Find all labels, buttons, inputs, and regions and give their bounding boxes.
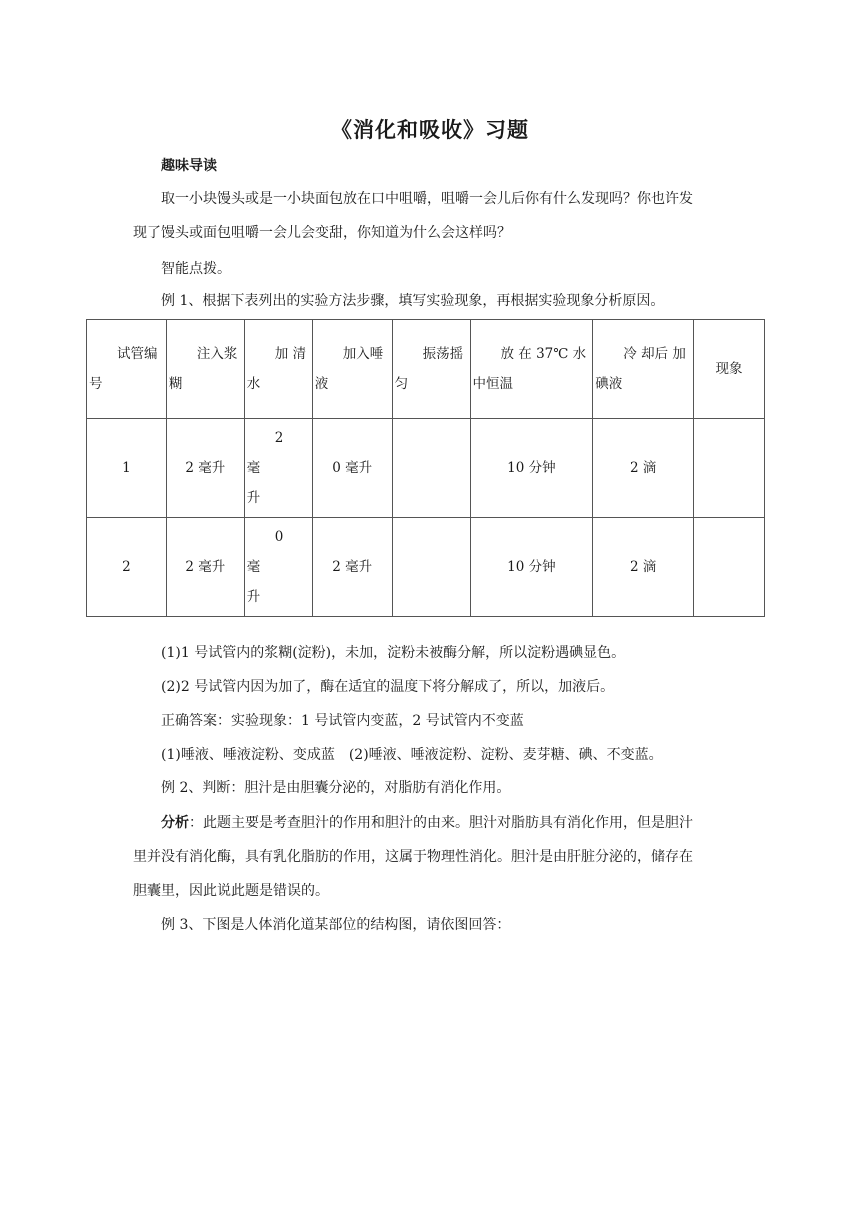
table-header-row [87,320,765,419]
table-row [87,419,765,518]
cell-water: 0 毫 升 [244,518,312,617]
analysis-label: 分析 [161,815,189,831]
intro-line-2: 现了馒头或面包咀嚼一会儿会变甜，你知道为什么会这样吗？ [133,225,511,241]
header-cell-water: 加 清 水 [244,320,312,419]
answer-line: 正确答案：实验现象：1 号试管内变蓝，2 号试管内不变蓝 [161,713,524,729]
cell-tube: 1 [87,419,167,518]
cell-result [694,518,765,617]
analysis-2-line-2: 里并没有消化酶，具有乳化脂肪的作用，这属于物理性消化。胆汁是由肝脏分泌的，储存在 [133,849,693,865]
cell-iodine: 2 滴 [593,419,694,518]
example-1-prompt: 例 1、根据下表列出的实验方法步骤，填写实验现象，再根据实验现象分析原因。 [161,293,665,309]
cell-saliva: 2 毫升 [312,518,392,617]
cell-saliva: 0 毫升 [312,419,392,518]
experiment-table [86,319,765,617]
header-cell-paste: 注入浆 糊 [166,320,244,419]
header-cell-tube: 试管编 号 [87,320,167,419]
header-cell-result: 现象 [694,320,765,419]
analysis-2-line-3: 胆囊里，因此说此题是错误的。 [133,883,329,899]
header-cell-saliva: 加入唾 液 [312,320,392,419]
example-3-prompt: 例 3、下图是人体消化道某部位的结构图，请依图回答： [161,917,511,933]
cell-water: 2 毫 升 [244,419,312,518]
analysis-1-q1: (1)1 号试管内的浆糊(淀粉)，未加，淀粉未被酶分解，所以淀粉遇碘显色。 [161,645,626,661]
cell-iodine: 2 滴 [593,518,694,617]
cell-paste: 2 毫升 [166,518,244,617]
cell-time: 10 分钟 [470,518,593,617]
header-cell-shake: 振荡摇 匀 [392,320,470,419]
cell-time: 10 分钟 [470,419,593,518]
analysis-2-line-1: 分析：此题主要是考查胆汁的作用和胆汁的由来。胆汁对脂肪具有消化作用，但是胆汁 [161,815,693,831]
header-cell-incubate: 放 在 37℃ 水 中恒温 [470,320,593,419]
table-row [87,518,765,617]
example-2-prompt: 例 2、判断：胆汁是由胆囊分泌的，对脂肪有消化作用。 [161,780,511,796]
cell-tube: 2 [87,518,167,617]
analysis-1-q2: (2)2 号试管内因为加了，酶在适宜的温度下将分解成了，所以，加液后。 [161,679,615,695]
intro-line-1: 取一小块馒头或是一小块面包放在口中咀嚼，咀嚼一会儿后你有什么发现吗？你也许发 [161,191,693,207]
header-cell-iodine: 冷 却后 加 碘液 [593,320,694,419]
cell-shake [392,419,470,518]
cell-shake [392,518,470,617]
answer-detail-line: (1)唾液、唾液淀粉、变成蓝 (2)唾液、唾液淀粉、淀粉、麦芽糖、碘、不变蓝。 [161,747,663,763]
section-heading: 趣味导读 [161,158,217,174]
cell-result [694,419,765,518]
cell-paste: 2 毫升 [166,419,244,518]
page-title: 《消化和吸收》习题 [331,118,529,142]
hint-text: 智能点拨。 [161,261,231,277]
